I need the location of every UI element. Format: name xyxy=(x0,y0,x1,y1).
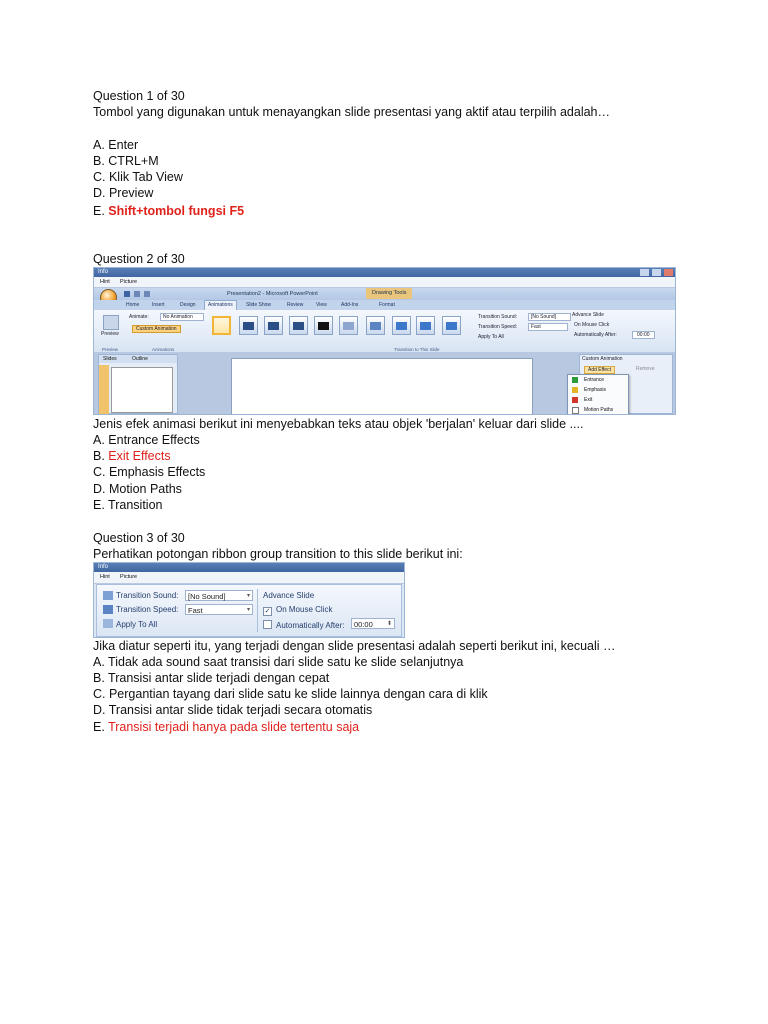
automatically-after-input[interactable]: 00:00 xyxy=(632,331,655,339)
menu-label: Entrance xyxy=(584,377,605,383)
animations-ribbon xyxy=(94,310,675,353)
q1-answer-letter: E. xyxy=(93,204,105,218)
spinner-icon: ⬍ xyxy=(386,621,392,627)
transition-sound-dropdown[interactable] xyxy=(185,590,253,601)
doc-tabs xyxy=(94,572,404,584)
tab-picture: Picture xyxy=(120,279,138,285)
emphasis-icon xyxy=(572,387,578,393)
q2-prompt: Jenis efek animasi berikut ini menyebabkan teks atau objek 'berjalan' keluar dari slide .... xyxy=(93,417,584,431)
speed-icon xyxy=(103,605,113,614)
tab-outline[interactable]: Outline xyxy=(132,356,148,362)
tab-design[interactable]: Design xyxy=(180,302,196,308)
automatically-after-value: 00:00 xyxy=(354,620,373,629)
q1-option-d: D. Preview xyxy=(93,186,154,200)
tab-review[interactable]: Review xyxy=(287,302,304,308)
transition-speed-label: Transition Speed: xyxy=(478,324,518,330)
q3-option-e xyxy=(93,719,359,735)
tab-home[interactable]: Home xyxy=(126,302,140,308)
tab-slides[interactable]: Slides xyxy=(103,356,117,362)
entrance-icon xyxy=(572,377,578,383)
on-mouse-click-checkbox[interactable] xyxy=(263,605,332,616)
slide-thumbnail[interactable] xyxy=(111,367,173,413)
transition-thumb[interactable] xyxy=(442,316,461,335)
q1-option-a: A. Enter xyxy=(93,138,139,152)
q3-option-d: D. Transisi antar slide tidak terjadi secara otomatis xyxy=(93,703,373,717)
q3-option-c: C. Pergantian tayang dari slide satu ke slide lainnya dengan cara di klik xyxy=(93,687,488,701)
checkbox-checked-icon[interactable]: ✓ xyxy=(264,608,271,615)
q2-option-a: A. Entrance Effects xyxy=(93,433,200,447)
advance-slide-label: Advance Slide xyxy=(572,312,604,318)
motion-paths-icon xyxy=(572,407,579,414)
minimize-icon xyxy=(640,269,649,276)
ribbon-tabs xyxy=(94,300,675,310)
transition-sound-label: Transition Sound: xyxy=(116,591,179,600)
q1-header: Question 1 of 30 xyxy=(93,89,185,103)
custom-animation-button[interactable]: Custom Animation xyxy=(132,325,181,333)
menu-item-entrance[interactable] xyxy=(568,375,628,385)
q1-option-b: B. CTRL+M xyxy=(93,154,159,168)
powerpoint-animations-screenshot xyxy=(93,267,676,415)
preview-icon[interactable] xyxy=(103,315,119,330)
exit-icon xyxy=(572,397,578,403)
tab-insert[interactable]: Insert xyxy=(152,302,165,308)
automatically-after-checkbox[interactable]: Automatically After: xyxy=(574,332,617,338)
q1-answer-text: Shift+tombol fungsi F5 xyxy=(108,204,245,218)
tab-picture: Picture xyxy=(120,574,138,580)
transition-thumb[interactable] xyxy=(392,316,411,335)
slides-pane-tabs xyxy=(99,355,177,363)
on-mouse-click-checkbox[interactable]: On Mouse Click xyxy=(574,322,610,328)
close-icon xyxy=(664,269,673,276)
window-title: Info xyxy=(98,269,109,275)
q3-prompt2: Jika diatur seperti itu, yang terjadi dengan slide presentasi adalah seperti berikut ini, kecuali … xyxy=(93,639,616,653)
q2-header: Question 2 of 30 xyxy=(93,252,185,266)
transition-thumb-none[interactable] xyxy=(212,316,231,335)
group-separator xyxy=(257,589,258,632)
window-titlebar xyxy=(94,268,675,277)
menu-label: Motion Paths xyxy=(584,407,614,413)
q2-answer-text: Exit Effects xyxy=(108,449,171,463)
workspace xyxy=(94,352,675,414)
animate-label: Animate: xyxy=(129,314,149,320)
app-title: Presentation2 - Microsoft PowerPoint xyxy=(227,291,318,297)
q2-option-b xyxy=(93,448,171,464)
transition-speed-label: Transition Speed: xyxy=(116,605,179,614)
transition-thumb[interactable] xyxy=(416,316,435,335)
on-mouse-click-label: On Mouse Click xyxy=(276,605,333,614)
q2-option-d: D. Motion Paths xyxy=(93,482,182,496)
automatically-after-input[interactable] xyxy=(351,618,395,629)
group-label-animations: Animations xyxy=(152,347,175,352)
advance-slide-label: Advance Slide xyxy=(263,591,315,600)
add-effect-menu xyxy=(567,374,629,415)
q3-option-a: A. Tidak ada sound saat transisi dari slide satu ke slide selanjutnya xyxy=(93,655,464,669)
transition-thumb[interactable] xyxy=(339,316,358,335)
animate-dropdown[interactable]: No Animation xyxy=(160,313,204,321)
custom-animation-title: Custom Animation xyxy=(582,356,623,362)
q3-header: Question 3 of 30 xyxy=(93,531,185,545)
transition-thumb[interactable] xyxy=(239,316,258,335)
q2-option-c: C. Emphasis Effects xyxy=(93,465,206,479)
automatically-after-checkbox[interactable] xyxy=(263,620,344,630)
tab-slide-show[interactable]: Slide Show xyxy=(246,302,272,308)
tab-animations[interactable]: Animations xyxy=(204,300,237,310)
sound-icon xyxy=(103,591,113,600)
q3-prompt: Perhatikan potongan ribbon group transition to this slide berikut ini: xyxy=(93,547,463,561)
menu-item-motion-paths[interactable] xyxy=(568,405,628,415)
transition-sound-label: Transition Sound: xyxy=(478,314,518,320)
tab-add-ins[interactable]: Add-Ins xyxy=(341,302,359,308)
apply-to-all-icon xyxy=(103,619,113,628)
transition-thumb[interactable] xyxy=(264,316,283,335)
context-tab-drawing-tools: Drawing Tools xyxy=(366,288,412,299)
transition-thumb[interactable] xyxy=(289,316,308,335)
slides-pane xyxy=(98,354,178,414)
menu-item-emphasis[interactable] xyxy=(568,385,628,395)
doc-tabs xyxy=(94,277,675,288)
q1-option-c: C. Klik Tab View xyxy=(93,170,183,184)
slide-selection-marker xyxy=(99,365,109,415)
q1-option-e xyxy=(93,203,244,219)
automatically-after-label: Automatically After: xyxy=(276,621,345,630)
remove-button[interactable]: Remove xyxy=(636,366,655,372)
window-title: Info xyxy=(98,564,109,570)
transition-sound-dropdown[interactable]: [No Sound] xyxy=(528,313,571,321)
menu-item-exit[interactable] xyxy=(568,395,628,405)
q3-answer-text: Transisi terjadi hanya pada slide tertentu saja xyxy=(108,720,360,734)
q3-answer-letter: E. xyxy=(93,720,105,734)
transition-group-screenshot xyxy=(93,562,405,638)
transition-speed-dropdown[interactable] xyxy=(185,604,253,615)
preview-button-label[interactable]: Preview xyxy=(101,331,119,337)
transition-speed-value: Fast xyxy=(188,606,203,615)
transition-sound-value: [No Sound] xyxy=(188,592,226,601)
tab-format[interactable]: Format xyxy=(379,302,395,308)
q1-prompt: Tombol yang digunakan untuk menayangkan slide presentasi yang aktif atau terpilih adalah… xyxy=(93,105,610,119)
q2-option-e: E. Transition xyxy=(93,498,163,512)
transition-speed-dropdown[interactable]: Fast xyxy=(528,323,568,331)
apply-to-all-button[interactable]: Apply To All xyxy=(478,334,504,340)
q2-answer-letter: B. xyxy=(93,449,105,463)
transition-ribbon-group xyxy=(96,584,402,637)
add-effect-button[interactable]: Add Effect xyxy=(584,366,615,374)
app-titlebar xyxy=(94,288,675,300)
chevron-down-icon: ▾ xyxy=(246,593,250,599)
group-label-transition: Transition to This Slide xyxy=(394,347,440,352)
menu-label: Emphasis xyxy=(584,387,606,393)
group-label-preview: Preview xyxy=(102,347,119,352)
q3-option-b: B. Transisi antar slide terjadi dengan cepat xyxy=(93,671,330,685)
window-titlebar xyxy=(94,563,404,572)
menu-label: Exit xyxy=(584,397,593,403)
tab-hint: Hint xyxy=(100,279,110,285)
tab-view[interactable]: View xyxy=(316,302,327,308)
tab-hint: Hint xyxy=(100,574,110,580)
transition-thumb[interactable] xyxy=(314,316,333,335)
transition-thumb[interactable] xyxy=(366,316,385,335)
apply-to-all-button[interactable]: Apply To All xyxy=(116,620,158,629)
chevron-down-icon: ▾ xyxy=(246,607,250,613)
save-icon xyxy=(124,291,130,297)
checkbox-unchecked-icon[interactable] xyxy=(263,620,272,629)
slide-canvas[interactable] xyxy=(231,358,533,415)
undo-icon xyxy=(134,291,140,297)
redo-icon xyxy=(144,291,150,297)
maximize-icon xyxy=(652,269,661,276)
